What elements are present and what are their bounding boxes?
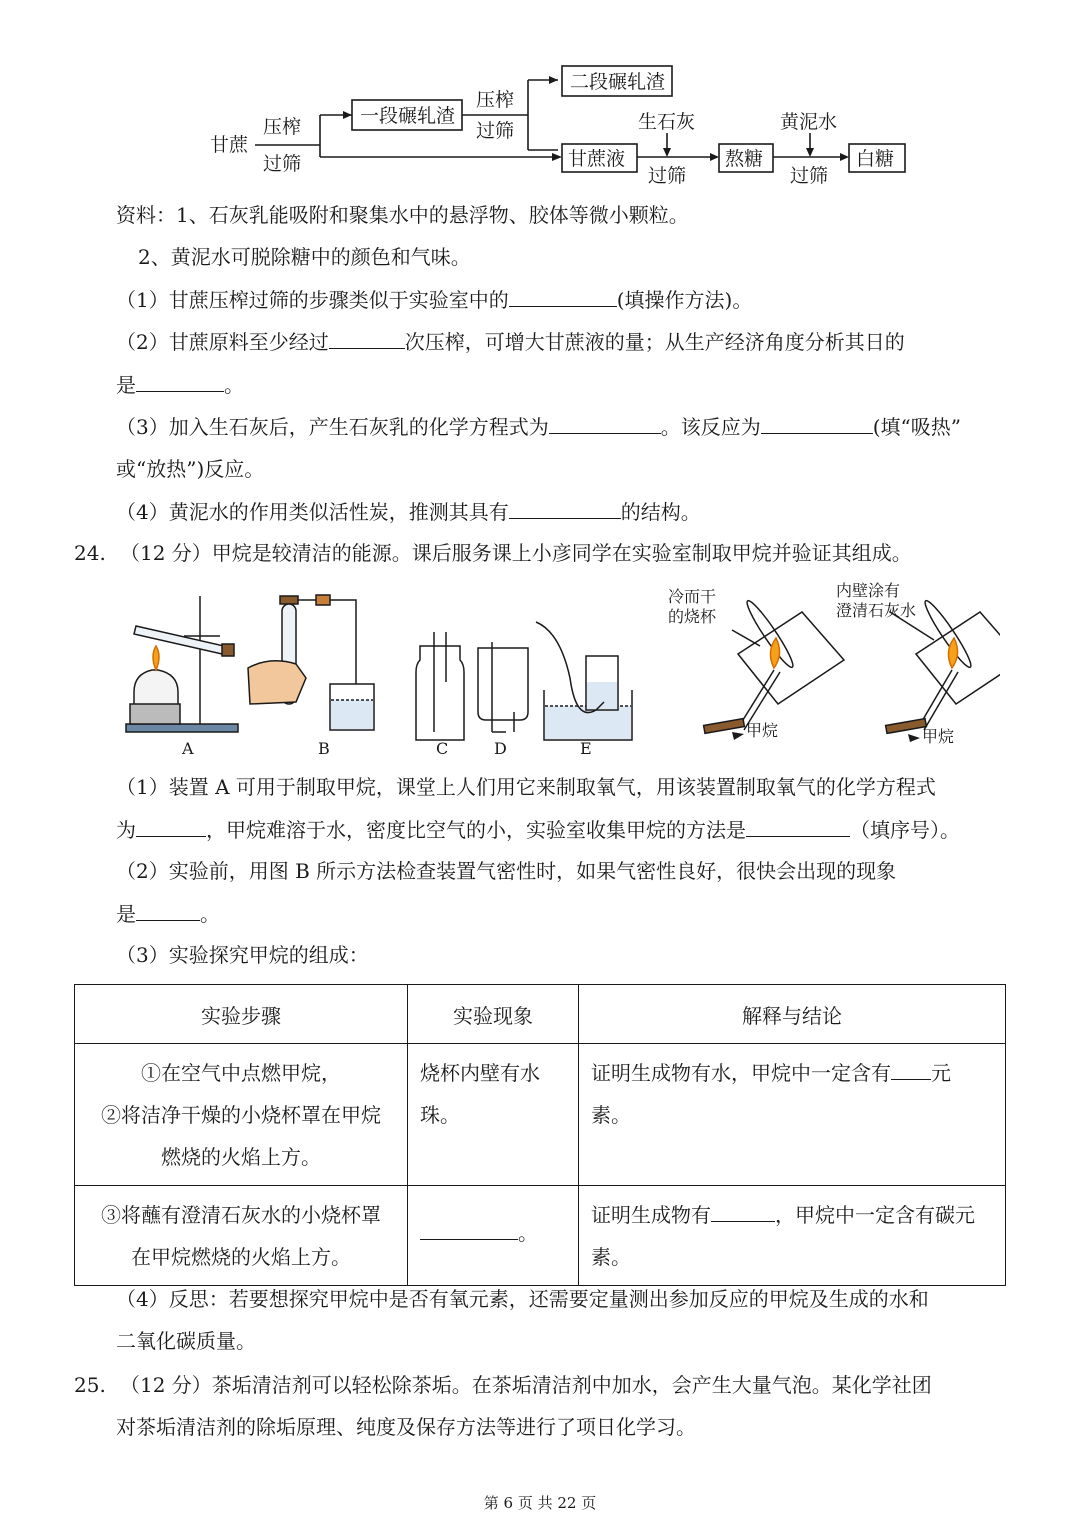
table-header-row [75, 985, 1006, 1044]
row1-con-line-1 [591, 1052, 995, 1094]
q23-sub-1-text-a: （1）甘蔗压榨过筛的步骤类似于实验室中的 [116, 288, 509, 312]
flow-quicklime: 生石灰 [638, 111, 696, 133]
q24-sub-1-text-d: （填序号）。 [850, 818, 960, 842]
row2-step-line-1: ③将蘸有澄清石灰水的小烧杯罩 [101, 1203, 381, 1227]
q23-info-2: 2、黄泥水可脱除糖中的颜色和气味。 [138, 245, 471, 269]
label-methane-1: 甲烷 [746, 721, 779, 740]
row1-con-text-a: 证明生成物有水，甲烷中一定含有 [591, 1061, 891, 1085]
q24-sub-2-text-c: 。 [200, 902, 220, 926]
row1-con-text-b: 元 [931, 1061, 951, 1085]
q23-sub-3 [116, 413, 961, 440]
sugar-process-flow-diagram [200, 60, 920, 195]
table-header-conclusion: 解释与结论 [579, 985, 1006, 1044]
answer-blank[interactable] [420, 1219, 518, 1240]
apparatus-a-stand-base [126, 724, 238, 732]
row2-con-line-2: 素。 [591, 1245, 631, 1269]
table-header-observation: 实验现象 [408, 985, 579, 1044]
row1-step-line-1: ①在空气中点燃甲烷， [141, 1061, 341, 1085]
q24-number: 24. [74, 541, 106, 565]
q23-sub-3-text-c: (填“吸热” [872, 415, 961, 439]
q25-line-2: 对茶垢清洁剂的除垢原理、纯度及保存方法等进行了项日化学习。 [116, 1415, 696, 1439]
q23-sub-1 [116, 286, 752, 313]
flow-residue-2: 二段碾轧渣 [570, 71, 666, 93]
apparatus-label-d: D [494, 739, 507, 758]
q23-sub-2-text-c: 是 [116, 373, 136, 397]
q23-sub-2-text-d: 。 [224, 373, 244, 397]
flow-press-2: 压榨 [476, 89, 515, 111]
flow-filter-4: 过筛 [790, 165, 829, 187]
q24-sub-4: （4）反思：若要想探究甲烷中是否有氧元素，还需要定量测出参加反应的甲烷及生成的水和 [116, 1287, 929, 1311]
row2-con-text-a: 证明生成物有 [591, 1203, 711, 1227]
flow-press-1: 压榨 [263, 116, 302, 138]
q23-sub-3-text-a: （3）加入生石灰后，产生石灰乳的化学方程式为 [116, 415, 549, 439]
table-row [75, 1044, 1006, 1186]
answer-blank[interactable] [549, 413, 661, 434]
row1-obs-line-1: 烧杯内壁有水 [420, 1061, 540, 1085]
q24-sub-3: （3）实验探究甲烷的组成： [116, 943, 369, 967]
apparatus-figure [120, 582, 1000, 762]
row2-con-line-1 [591, 1194, 995, 1236]
apparatus-label-a: A [182, 739, 194, 758]
table-cell-conclusion [579, 1186, 1006, 1286]
answer-blank[interactable] [761, 413, 873, 434]
answer-blank[interactable] [711, 1201, 775, 1222]
table-cell-step [75, 1044, 408, 1186]
q24-stem: （12 分）甲烷是较清洁的能源。课后服务课上小彦同学在实验室制取甲烷并验证其组成。 [120, 541, 912, 565]
answer-blank[interactable] [509, 498, 621, 519]
experiment-table [74, 984, 1006, 1286]
q23-sub-4-text-b: 的结构。 [620, 500, 701, 524]
answer-blank[interactable] [136, 900, 200, 921]
label-inner-wall-1: 内壁涂有 [836, 582, 901, 600]
row1-step-line-2: ②将洁净干燥的小烧杯罩在甲烷 [101, 1103, 381, 1127]
answer-blank[interactable] [746, 816, 850, 837]
q24-sub-2-text-b: 是 [116, 902, 136, 926]
q23-sub-2 [116, 328, 905, 355]
table-cell-observation [408, 1044, 579, 1186]
flow-filter-1: 过筛 [263, 153, 302, 175]
answer-blank[interactable] [329, 328, 405, 349]
q23-sub-2-text-a: （2）甘蔗原料至少经过 [116, 330, 329, 354]
q25-number: 25. [74, 1373, 106, 1397]
q25-line-1: （12 分）茶垢清洁剂可以轻松除茶垢。在茶垢清洁剂中加水，会产生大量气泡。某化学社团 [120, 1373, 932, 1397]
flow-juice: 甘蔗液 [568, 148, 626, 170]
table-row [75, 1186, 1006, 1286]
table-cell-conclusion [579, 1044, 1006, 1186]
flow-residue-1: 一段碾轧渣 [360, 105, 456, 127]
table-cell-observation [408, 1186, 579, 1286]
q23-info-1: 资料：1、石灰乳能吸附和聚集水中的悬浮物、胶体等微小颗粒。 [116, 203, 689, 227]
q24-sub-1-text-c: ，甲烷难溶于水，密度比空气的小，实验室收集甲烷的方法是 [206, 818, 746, 842]
row1-step-line-3: 燃烧的火焰上方。 [161, 1145, 321, 1169]
q23-sub-4-text-a: （4）黄泥水的作用类似活性炭，推测其具有 [116, 500, 509, 524]
flow-boil: 熬糖 [725, 148, 764, 170]
label-cold-dry-2: 的烧杯 [668, 607, 717, 626]
q24-sub-4-cont: 二氧化碳质量。 [116, 1329, 256, 1353]
page-footer: 第 6 页 共 22 页 [483, 1494, 597, 1512]
apparatus-label-e: E [580, 739, 592, 758]
flow-filter-2: 过筛 [476, 120, 515, 142]
apparatus-label-c: C [436, 739, 449, 758]
q24-sub-1: （1）装置 A 可用于制取甲烷，课堂上人们用它来制取氧气，用该装置制取氧气的化学方程式 [116, 775, 936, 799]
row2-obs-text: 。 [518, 1221, 538, 1245]
q24-sub-1-text-b: 为 [116, 818, 136, 842]
flow-yellow-mud: 黄泥水 [780, 111, 838, 133]
row2-con-text-b: ，甲烷中一定含有碳元 [775, 1203, 975, 1227]
q23-sub-3-cont: 或“放热”)反应。 [116, 457, 265, 481]
label-inner-wall-2: 澄清石灰水 [836, 601, 917, 620]
table-cell-step [75, 1186, 408, 1286]
answer-blank[interactable] [136, 371, 224, 392]
apparatus-label-b: B [318, 739, 330, 758]
q23-sub-3-text-b: 。该反应为 [660, 415, 761, 439]
row1-con-line-2: 素。 [591, 1103, 631, 1127]
q24-sub-2: （2）实验前，用图 B 所示方法检查装置气密性时，如果气密性良好，很快会出现的现象 [116, 859, 897, 883]
row2-obs-line [420, 1212, 568, 1254]
q23-sub-2-text-b: 次压榨，可增大甘蔗液的量；从生产经济角度分析其日的 [404, 330, 905, 354]
q23-sub-1-text-b: (填操作方法)。 [616, 288, 753, 312]
answer-blank[interactable] [509, 286, 617, 307]
answer-blank[interactable] [891, 1059, 931, 1080]
label-cold-dry-1: 冷而干 [668, 587, 717, 606]
flow-sugarcane: 甘蔗 [210, 134, 249, 156]
table-header-steps: 实验步骤 [75, 985, 408, 1044]
answer-blank[interactable] [136, 816, 206, 837]
row1-obs-line-2: 珠。 [420, 1103, 460, 1127]
label-methane-2: 甲烷 [922, 727, 955, 746]
q24-sub-1-cont [116, 816, 960, 843]
q24-sub-2-cont [116, 900, 220, 927]
q23-sub-2-cont [116, 371, 244, 398]
q23-sub-4 [116, 498, 701, 525]
flow-white-sugar: 白糖 [856, 148, 895, 170]
row2-step-line-2: 在甲烷燃烧的火焰上方。 [131, 1245, 351, 1269]
flow-filter-3: 过筛 [648, 165, 687, 187]
